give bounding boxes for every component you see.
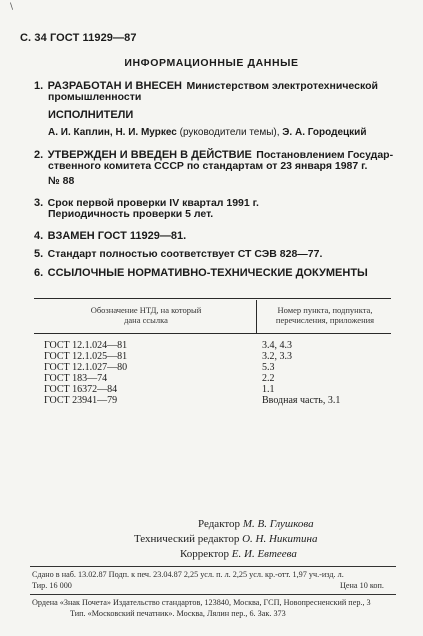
item-1-continuation: промышленности	[48, 91, 142, 103]
table-col1-header-line-1: Обозначение НТД, на который	[90, 305, 202, 315]
item-1-text: Министерством электротехнической	[186, 80, 378, 92]
editor-label: Редактор	[198, 518, 241, 530]
imprint-print-run: Тир. 16 000	[32, 581, 72, 590]
table-row-5-ref: 1.1	[262, 384, 275, 395]
table-row-2-doc: ГОСТ 12.1.025—81	[44, 351, 128, 362]
item-5	[34, 244, 322, 262]
item-2-number: 2.	[34, 149, 44, 161]
proofreader-label: Корректор	[180, 548, 230, 560]
proofreader-credit	[180, 548, 297, 560]
editor-name: М. В. Глушкова	[242, 518, 314, 530]
table-column-divider	[256, 300, 257, 333]
imprint-top-rule	[30, 566, 396, 567]
item-3-number: 3.	[34, 197, 44, 209]
table-col1-header	[40, 305, 252, 325]
item-2-heading: УТВЕРЖДЕН И ВВЕДЕН В ДЕЙСТВИЕ	[47, 149, 252, 161]
item-6-number: 6.	[34, 267, 44, 279]
item-4-text: ВЗАМЕН ГОСТ 11929—81.	[47, 230, 187, 242]
tech-editor-name: О. Н. Никитина	[242, 533, 318, 545]
imprint-line-4: Тип. «Московский печатник». Москва, Лялин пер., 6. Зак. 373	[70, 609, 286, 618]
table-col2-header-line-1: Номер пункта, подпункта,	[277, 305, 373, 315]
imprint-middle-rule	[30, 594, 396, 595]
item-1-number: 1.	[34, 80, 44, 92]
table-col2-header	[260, 305, 390, 325]
imprint-price: Цена 10 коп.	[340, 581, 384, 590]
item-2-line-3: № 88	[48, 175, 75, 187]
corner-mark: \	[10, 2, 14, 12]
item-4-number: 4.	[34, 230, 44, 242]
imprint-line-1: Сдано в наб. 13.02.87 Подп. к печ. 23.04.87 2,25 усл. п. л. 2,25 усл. кр.-отт. 1,97 уч.-изд. л.	[32, 570, 344, 579]
tech-editor-label: Технический редактор	[134, 533, 240, 545]
item-6-text: ССЫЛОЧНЫЕ НОРМАТИВНО-ТЕХНИЧЕСКИЕ ДОКУМЕНТЫ	[47, 267, 368, 279]
item-3-text: Срок первой проверки IV квартал 1991 г.	[47, 197, 259, 209]
performers-role: (руководители темы),	[179, 127, 280, 138]
section-title: ИНФОРМАЦИОННЫЕ ДАННЫЕ	[124, 57, 299, 69]
proofreader-name: Е. И. Евтеева	[231, 548, 297, 560]
table-row-6-ref: Вводная часть, 3.1	[262, 395, 341, 406]
performers-extra: Э. А. Городецкий	[282, 127, 367, 138]
table-row-1-ref: 3.4, 4.3	[262, 340, 292, 351]
table-header-rule	[34, 333, 391, 334]
table-row-4-ref: 2.2	[262, 373, 275, 384]
item-4	[34, 226, 186, 244]
page-header: С. 34 ГОСТ 11929—87	[20, 32, 137, 44]
item-5-number: 5.	[34, 248, 44, 260]
table-row-6-doc: ГОСТ 23941—79	[44, 395, 118, 406]
item-1-heading: РАЗРАБОТАН И ВНЕСЕН	[47, 80, 183, 92]
imprint-line-3: Ордена «Знак Почета» Издательство стандартов, 123840, Москва, ГСП, Новопресненский пер., 3	[32, 598, 371, 607]
table-top-rule	[34, 298, 391, 299]
item-2-text: Постановлением Государ-	[256, 149, 394, 161]
table-row-3-doc: ГОСТ 12.1.027—80	[44, 362, 128, 373]
editor-credit	[198, 518, 314, 530]
item-5-text: Стандарт полностью соответствует СТ СЭВ 828—77.	[47, 248, 323, 260]
performers-names: А. И. Каплин, Н. И. Муркес	[48, 127, 177, 138]
item-3-line-2: Периодичность проверки 5 лет.	[48, 208, 214, 220]
item-2-line-2: ственного комитета СССР по стандартам от 23 января 1987 г.	[48, 160, 368, 172]
table-row-1-doc: ГОСТ 12.1.024—81	[44, 340, 128, 351]
performers-label: ИСПОЛНИТЕЛИ	[48, 109, 134, 121]
table-row-5-doc: ГОСТ 16372—84	[44, 384, 118, 395]
table-row-3-ref: 5.3	[262, 362, 275, 373]
table-col1-header-line-2: дана ссылка	[124, 315, 168, 325]
tech-editor-credit	[134, 533, 317, 545]
item-6	[34, 263, 368, 281]
table-col2-header-line-2: перечисления, приложения	[275, 315, 375, 325]
performers-list	[48, 127, 366, 138]
table-row-4-doc: ГОСТ 183—74	[44, 373, 108, 384]
table-row-2-ref: 3.2, 3.3	[262, 351, 292, 362]
